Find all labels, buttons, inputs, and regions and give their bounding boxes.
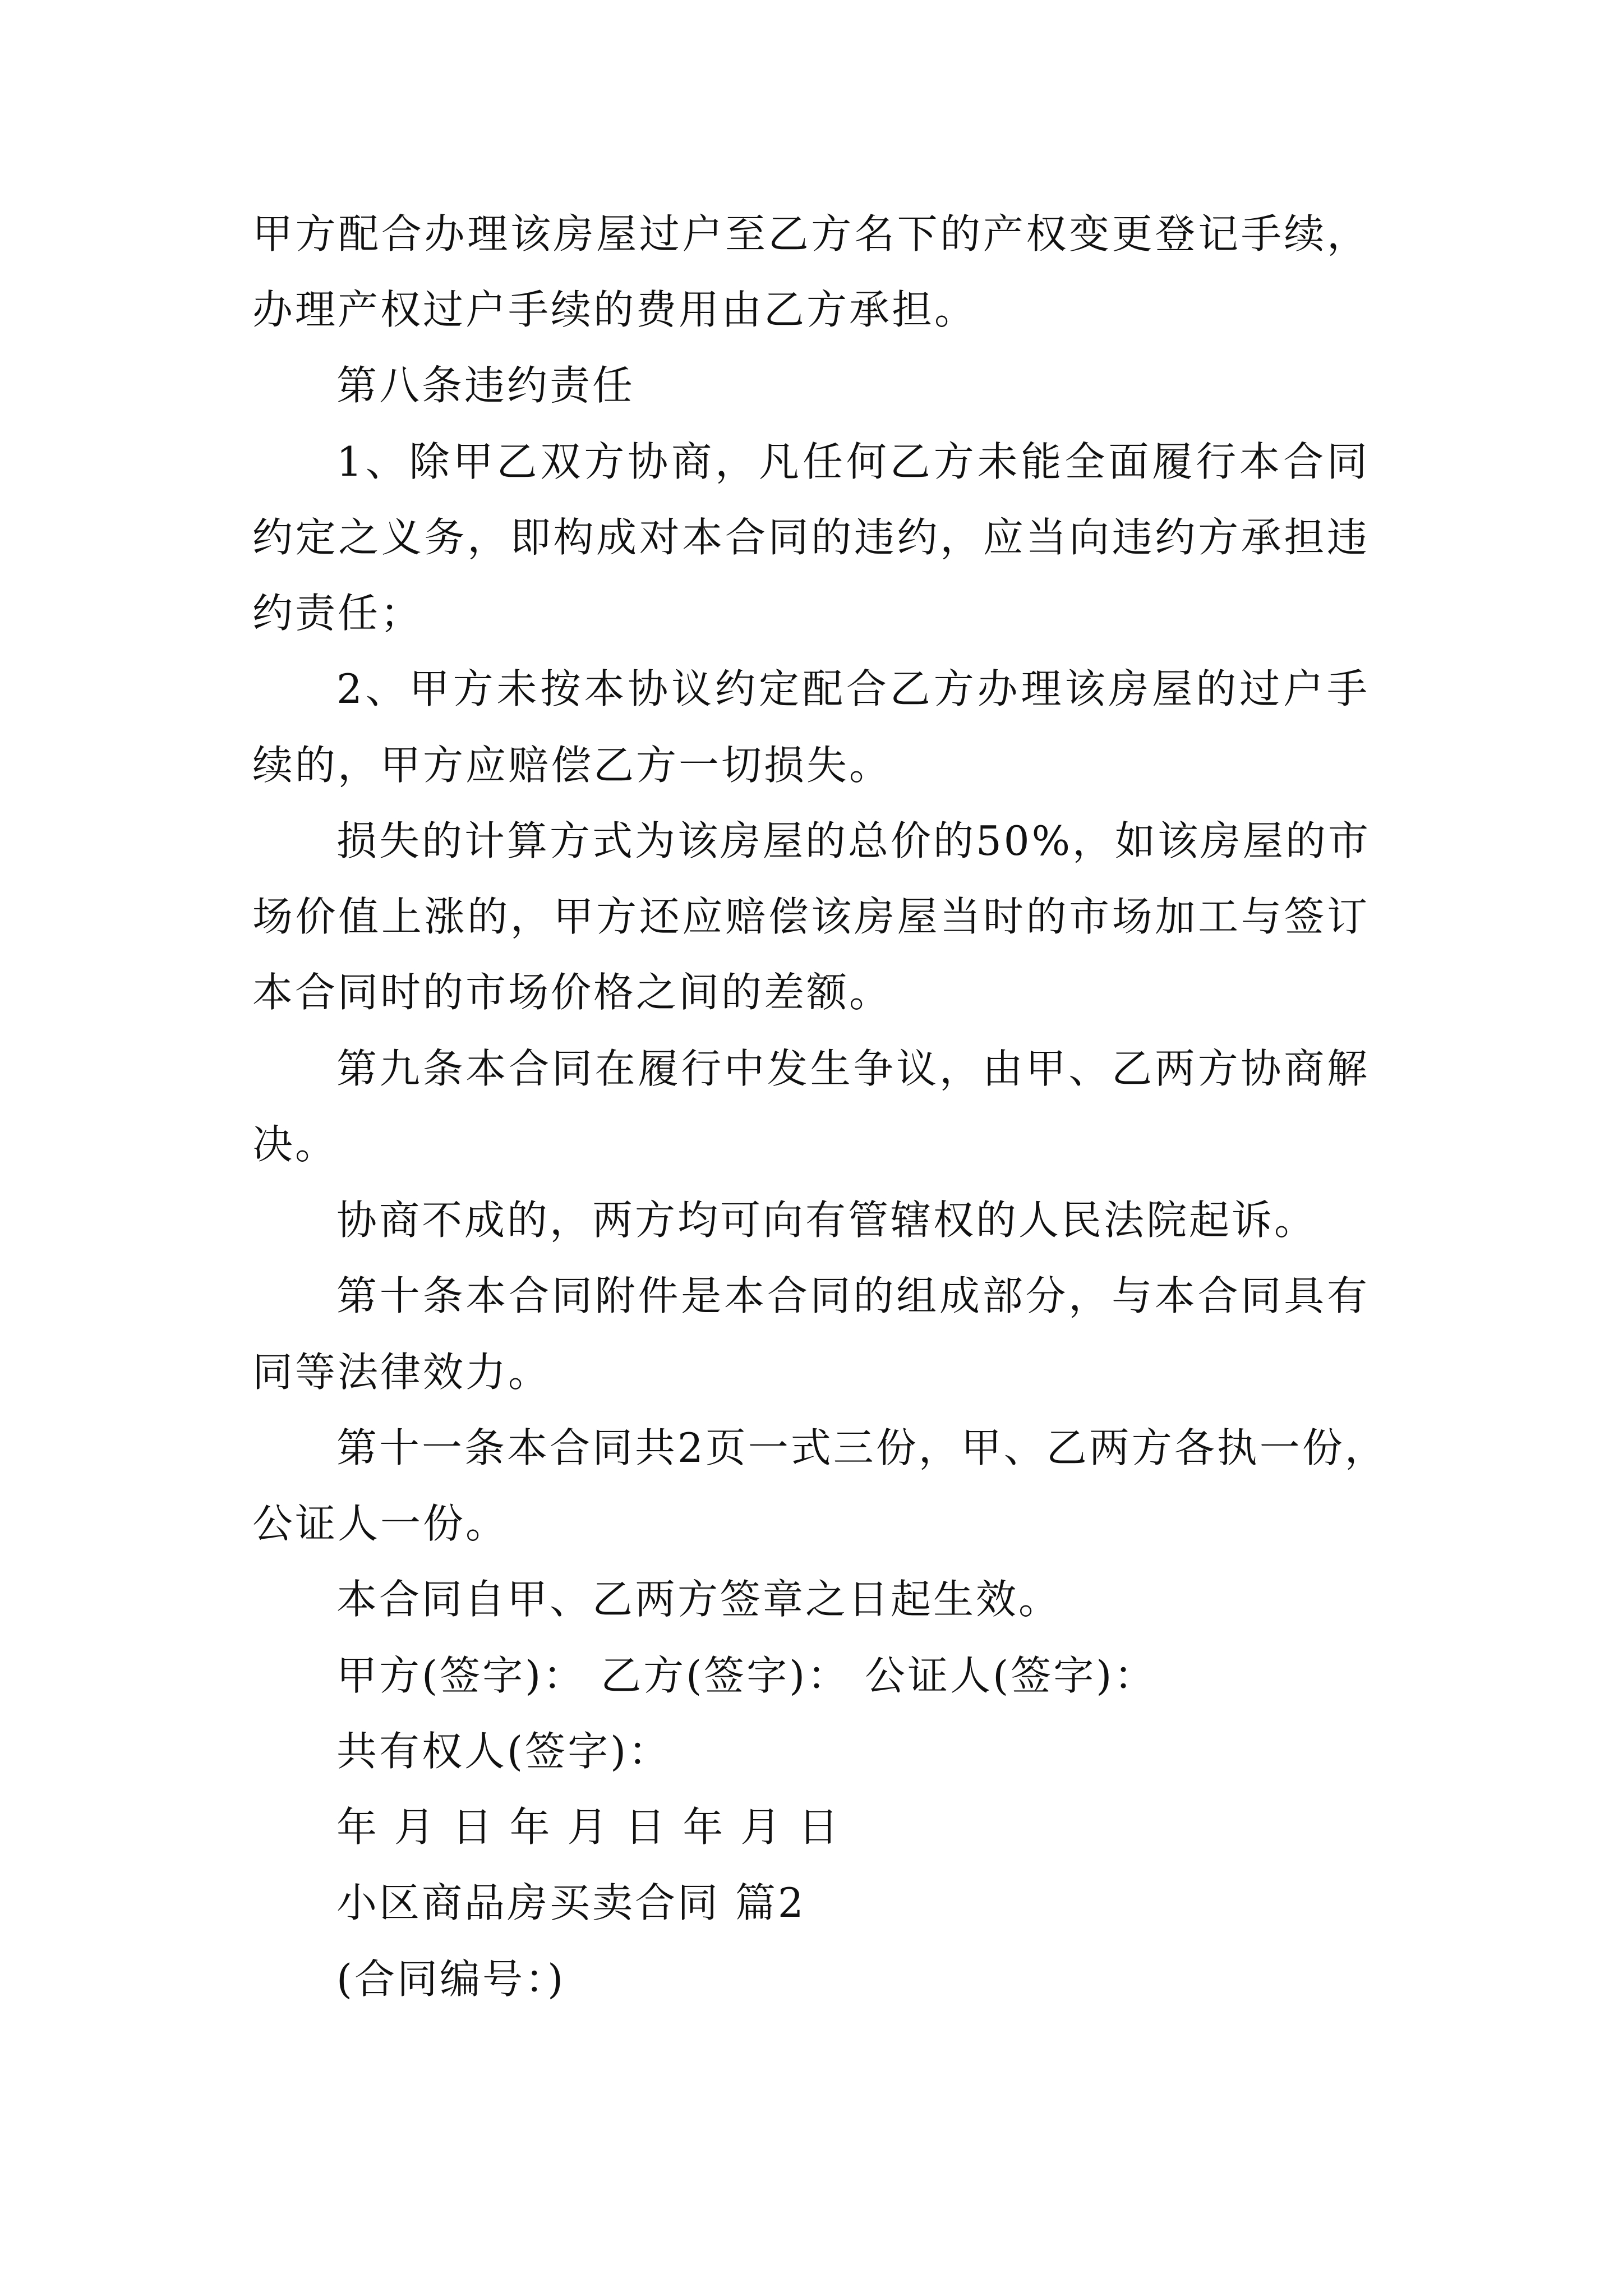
text-line: 第十条本合同附件是本合同的组成部分，与本合同具有 bbox=[336, 1272, 1370, 1319]
text-line: 场价值上涨的，甲方还应赔偿该房屋当时的市场加工与签订 bbox=[252, 893, 1370, 940]
section-heading: 第八条违约责任 bbox=[336, 362, 635, 409]
text-line: 办理产权过户手续的费用由乙方承担。 bbox=[252, 286, 978, 333]
text-line: 甲方配合办理该房屋过户至乙方名下的产权变更登记手续， bbox=[252, 210, 1370, 257]
text-line: 协商不成的，两方均可向有管辖权的人民法院起诉。 bbox=[336, 1197, 1317, 1244]
text-line: 本合同自甲、乙两方签章之日起生效。 bbox=[336, 1576, 1062, 1623]
contract-title: 小区商品房买卖合同 篇2 bbox=[336, 1879, 806, 1926]
text-line: 本合同时的市场价格之间的差额。 bbox=[252, 969, 892, 1016]
signature-line: 甲方(签字)： 乙方(签字)： 公证人(签字)： bbox=[336, 1652, 1157, 1699]
text-line: 2、甲方未按本协议约定配合乙方办理该房屋的过户手 bbox=[336, 665, 1370, 712]
text-line: 公证人一份。 bbox=[252, 1500, 509, 1547]
signature-line: 共有权人(签字)： bbox=[336, 1728, 671, 1775]
contract-number: (合同编号：) bbox=[336, 1955, 566, 2003]
text-line: 1、除甲乙双方协商，凡任何乙方未能全面履行本合同 bbox=[336, 438, 1370, 485]
text-line: 第十一条本合同共2页一式三份，甲、乙两方各执一份， bbox=[336, 1424, 1387, 1471]
date-line: 年 月 日 年 月 日 年 月 日 bbox=[336, 1803, 841, 1851]
text-line: 同等法律效力。 bbox=[252, 1349, 551, 1396]
text-line: 约责任； bbox=[252, 590, 423, 637]
text-line: 决。 bbox=[252, 1121, 338, 1168]
text-line: 约定之义务，即构成对本合同的违约，应当向违约方承担违 bbox=[252, 514, 1370, 561]
text-line: 续的，甲方应赔偿乙方一切损失。 bbox=[252, 742, 892, 789]
text-line: 第九条本合同在履行中发生争议，由甲、乙两方协商解 bbox=[336, 1045, 1370, 1092]
text-line: 损失的计算方式为该房屋的总价的50%，如该房屋的市 bbox=[336, 817, 1371, 864]
